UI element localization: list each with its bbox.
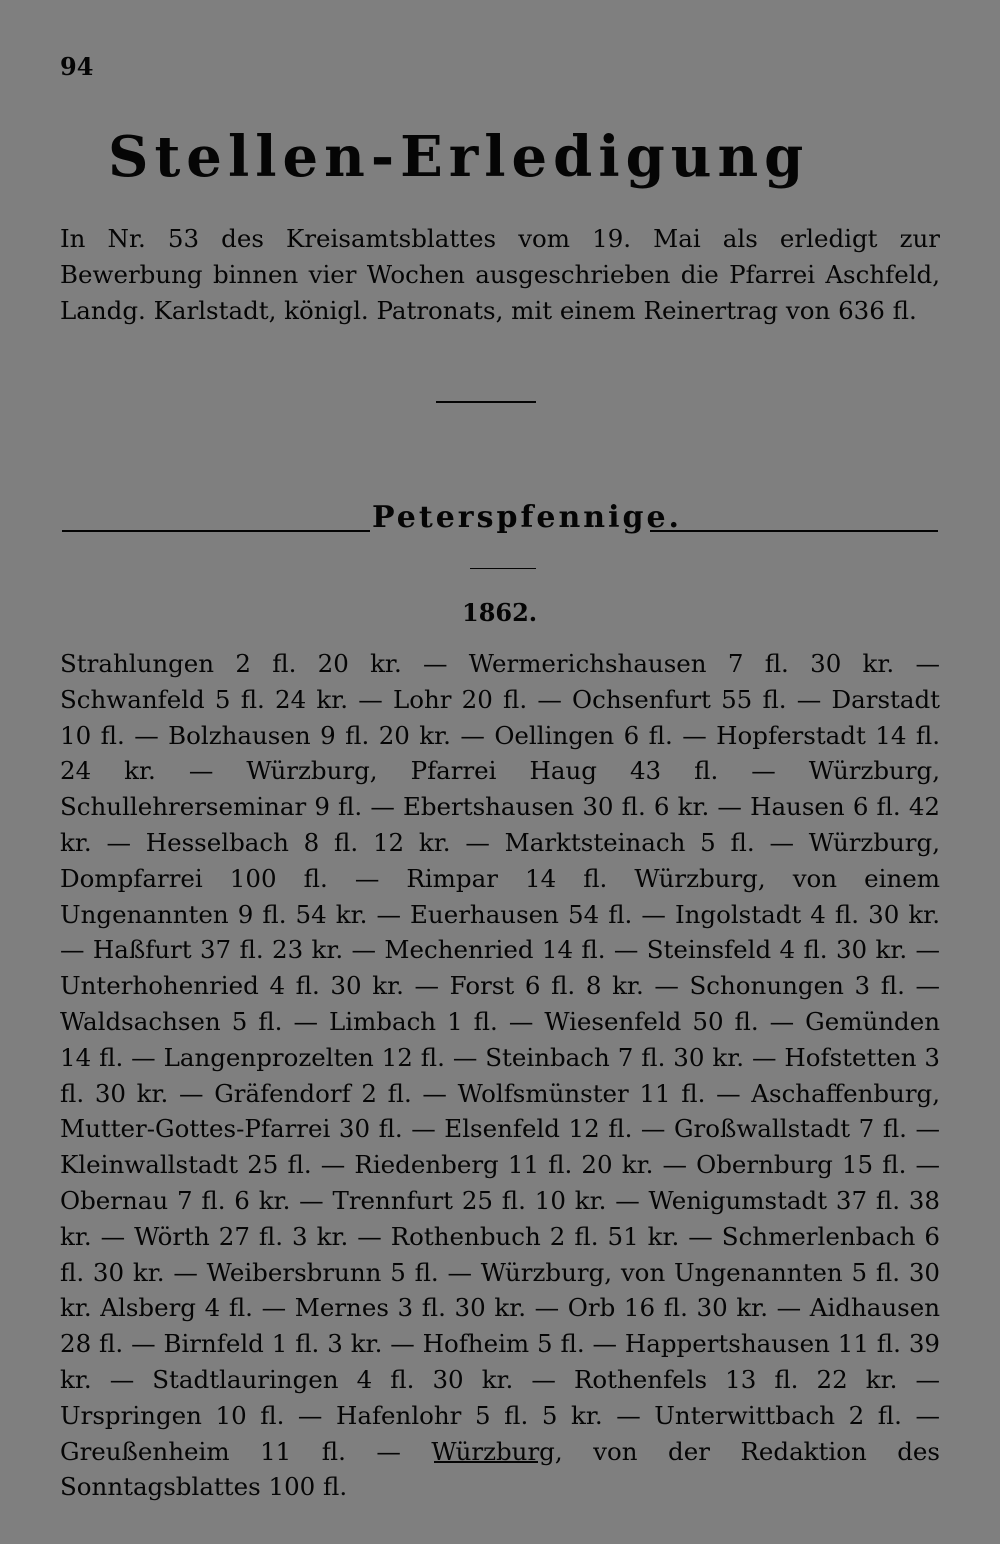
donations-list: Strahlungen 2 fl. 20 kr. — Wermerichshausen 7 fl. 30 kr. — Schwanfeld 5 fl. 24 kr. — Lohr 20 fl. — Ochsenfurt 55 fl. — Darstadt 10 fl. — Bolzhausen 9 fl. 20 kr. — Oellingen 6 fl. — Hopferstadt 14 fl. 24 kr. — Würzburg, Pfarrei Haug 43 fl. — Würzburg, Schullehrerseminar 9 fl. — Ebertshausen 30 fl. 6 kr. — Hausen 6 fl. 42 kr. — Hesselbach 8 fl. 12 kr. — Marktsteinach 5 fl. — Würzburg, Dompfarrei 100 fl. — Rimpar 14 fl. Würzburg, von einem Ungenannten 9 fl. 54 kr. — Euerhausen 54 fl. — Ingolstadt 4 fl. 30 kr. — Haßfurt 37 fl. 23 kr. — Mechenried 14 fl. — Steinsfeld 4 fl. 30 kr. — Unterhohenried 4 fl. 30 kr. — Forst 6 fl. 8 kr. — Schonungen 3 fl. — Waldsachsen 5 fl. — Limbach 1 fl. — Wiesenfeld 50 fl. — Gemünden 14 fl. — Langenprozelten 12 fl. — Steinbach 7 fl. 30 kr. — Hofstetten 3 fl. 30 kr. — Gräfendorf 2 fl. — Wolfsmünster 11 fl. — Aschaffenburg, Mutter-Gottes-Pfarrei 30 fl. — Elsenfeld 12 fl. — Großwallstadt 7 fl. — Kleinwallstadt 25 fl. — Riedenberg 11 fl. 20 kr. — Obernburg 15 fl. — Obernau 7 fl. 6 kr. — Trennfurt 25 fl. 10 kr. — Wenigumstadt 37 fl. 38 kr. — Wörth 27 fl. 3 kr. — Rothenbuch 2 fl. 51 kr. — Schmerlenbach 6 fl. 30 kr. — Weibersbrunn 5 fl. — Würzburg, von Ungenannten 5 fl. 30 kr. Alsberg 4 fl. — Mernes 3 fl. 30 kr. — Orb 16 fl. 30 kr. — Aidhausen 28 fl. — Birnfeld 1 fl. 3 kr. — Hofheim 5 fl. — Happertshausen 11 fl. 39 kr. — Stadtlauringen 4 fl. 30 kr. — Rothenfels 13 fl. 22 kr. — Urspringen 10 fl. — Hafenlohr 5 fl. 5 kr. — Unterwittbach 2 fl. — Greußenheim 11 fl. — Würzburg, von der Redaktion des Sonntagsblattes 100 fl. [60,649,940,1502]
divider-tiny [470,568,536,569]
vacancy-notice: In Nr. 53 des Kreisamtsblattes vom 19. Mai als erledigt zur Bewerbung binnen vier Wochen ausgeschrieben die Pfarrei Aschfeld, Landg. Karlstadt, königl. Patronats, mit einem Reinertrag von 636 fl. [60,224,940,325]
divider-left [62,530,370,532]
divider-bottom [434,1461,538,1463]
year-heading: 1862. [462,598,538,627]
divider-right [650,530,938,532]
divider-short [436,401,536,403]
page-number: 94 [60,52,94,81]
section-title: Peterspfennige. [372,500,682,535]
page-headline: Stellen-Erledigung [108,124,810,190]
